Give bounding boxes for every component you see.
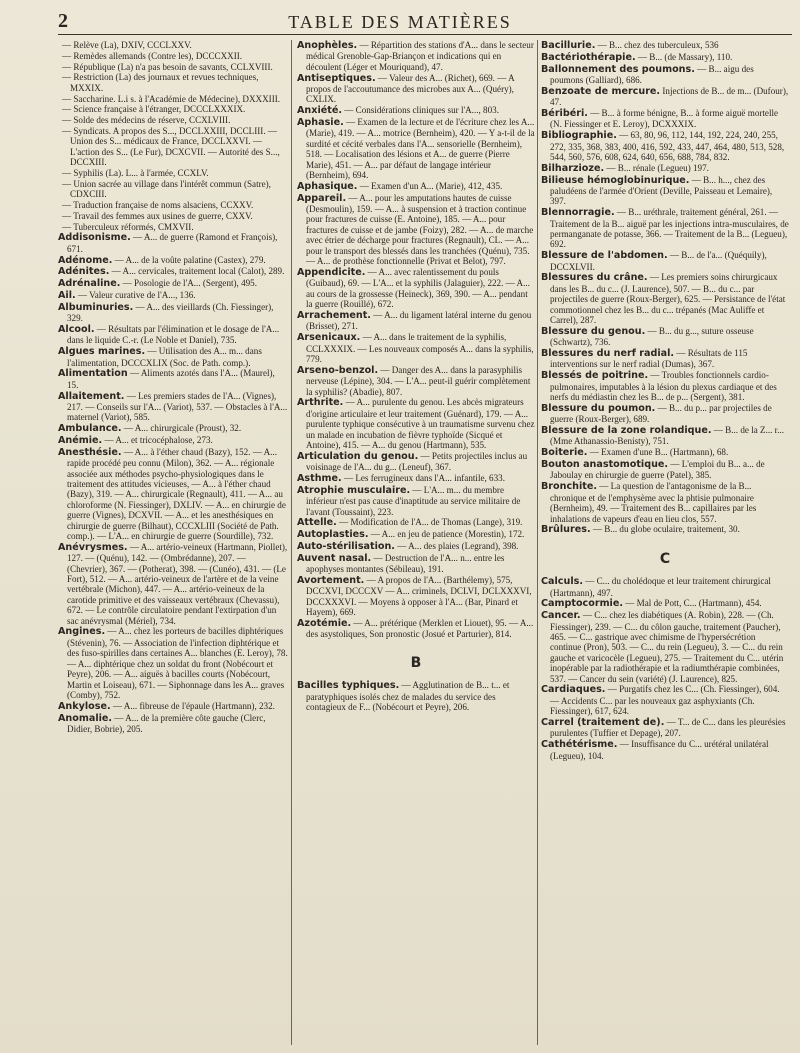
index-term: Auto-stérilisation. <box>297 540 395 552</box>
index-references: — B... h..., chez des paludéens de l'armée d'Orient (Deville, Paisseau et Lemaire), 397. <box>550 174 773 207</box>
index-term: Aphasique. <box>297 180 358 192</box>
index-entry <box>297 451 535 473</box>
index-term: Cardiaques. <box>541 684 606 696</box>
index-term: Alimentation <box>58 368 128 380</box>
index-entry <box>541 326 789 348</box>
index-references: — Purgatifs chez les C... (Ch. Fiessinger), 604. — Accidents C... par les nouveaux gaz asphyxiants (Ch. Fiessinger), 617, 624. <box>550 684 780 717</box>
index-entry <box>297 365 535 397</box>
index-entry <box>58 278 288 289</box>
index-entry: — Saccharine. L.i s. à l'Académie de Médecine), DXXXIII. <box>62 93 281 104</box>
index-references: — Posologie de l'A... (Sergent), 495. <box>120 278 258 289</box>
index-entry <box>297 485 535 517</box>
index-entry <box>58 542 288 626</box>
index-references: — Valeur curative de l'A..., 136. <box>75 289 196 300</box>
index-term: Antiseptiques. <box>297 72 376 84</box>
index-term: Béribéri. <box>541 108 588 119</box>
index-entry <box>541 459 789 481</box>
index-term: Blessés de poitrine. <box>541 370 649 382</box>
index-term: Bilharzioze. <box>541 162 605 174</box>
index-entry <box>541 370 789 402</box>
index-entry <box>297 473 535 484</box>
index-term: Allaitement. <box>58 390 125 402</box>
index-entry <box>541 481 789 524</box>
index-term: Auvent nasal. <box>297 552 372 564</box>
index-term: Adénome. <box>58 254 113 266</box>
index-entry <box>297 40 535 72</box>
index-entry <box>297 397 535 450</box>
index-references: — B... du p... par projectiles de guerre (Roux-Berger), 689. <box>550 402 772 425</box>
index-entry <box>297 680 535 712</box>
index-term: Anévrysmes. <box>58 541 128 553</box>
index-entry <box>541 739 789 761</box>
index-term: Arthrite. <box>297 397 344 409</box>
index-references: — Mal de Pott, C... (Hartmann), 454. <box>623 598 762 609</box>
index-entry <box>297 310 535 332</box>
index-references: — T... de C... dans les pleurésies purulentes (Tuffier et Depage), 207. <box>550 716 786 739</box>
index-entry <box>297 332 535 364</box>
index-references: — Insuffisance du C... urétéral unilatéral (Legueu), 104. <box>550 739 769 761</box>
index-term: Avortement. <box>297 574 365 586</box>
index-column-3 <box>541 40 789 1050</box>
index-references: — A... pour les amputations hautes de cuisse (Desmoulin), 159. — A... à suspension et à traction continue pour fractures de cuisse (E. Antoine), 185. — A... pour fractures de cuisse et de jambe (Foizy), 282. — A... de marche avec étrier de décharge pour fractures (Regnault), CL. — A... pour le transport des blessés dans les tranchées (Quénu), 735. — A... de prothèse fonctionnelle (Privat et Belot), 797. <box>306 192 534 267</box>
index-references: — C... chez les diabétiques (A. Robin), 228. — (Ch. Fiessinger), 239. — C... du côlon gauche, traitement (Paucher), 465. — C... gastrique avec chimisme de l'hypersécrétion continue (Pron), 503. — C... du rein (Legueu), 3. — C... du rein gauche et varicocèle (Legueu), 275. — Traitement du C... utérin inopérable par la radiothérapie et la radiumthérapie combinées, 537. — Cancer du sein (variété) (J. Laurence), 825. <box>550 610 784 684</box>
index-entry <box>541 684 789 716</box>
index-term: Appendicite. <box>297 266 366 278</box>
index-references: — Examen d'une B... (Hartmann), 68. <box>587 447 729 458</box>
index-term: Bibliographie. <box>541 130 617 142</box>
index-term: Brûlures. <box>541 524 591 536</box>
index-entry: — Solde des médecins de réserve, CCXLVIII. <box>62 115 231 126</box>
index-references: — C... du cholédoque et leur traitement chirurgical (Hartmann), 497. <box>550 576 771 598</box>
index-term: Articulation du genou. <box>297 450 419 462</box>
index-term: Anomalie. <box>58 712 113 724</box>
index-term: Boiterie. <box>541 447 588 459</box>
page-header <box>0 8 800 40</box>
index-references: — A... de la voûte palatine (Castex), 279. <box>112 254 266 265</box>
index-references: — B... chez des tuberculeux, 536 <box>595 40 719 50</box>
index-term: Azotémie. <box>297 617 352 629</box>
index-references: — A propos de l'A... (Barthélemy), 575, DCCXVI, DCCCXV — A... criminels, DCLVI, DCLXXXVI, DCCXXXVI. — Moyens à opposer à l'A... (Bar, Pinard et Hayem), 669. <box>306 574 532 618</box>
column-divider <box>537 40 538 1045</box>
index-term: Blessures du nerf radial. <box>541 348 675 360</box>
index-references: — A... cervicales, traitement local (Calot), 289. <box>109 266 285 277</box>
index-references: — Examen d'un A... (Marie), 412, 435. <box>357 180 503 191</box>
index-term: Bouton anastomotique. <box>541 459 669 471</box>
index-entry <box>297 541 535 552</box>
index-term: Adrénaline. <box>58 278 121 290</box>
index-term: Autoplasties. <box>297 529 369 541</box>
index-term: Arsenicaux. <box>297 332 361 344</box>
index-entry <box>541 163 789 174</box>
index-entry: — Science française à l'étranger, DCCCLXXXIX. <box>62 104 246 115</box>
index-references: — A... chirurgicale (Proust), 32. <box>121 423 242 434</box>
index-entry <box>541 40 789 51</box>
index-entry <box>58 626 288 700</box>
index-references: — A... prétérique (Merklen et Liouet), 95. — A... des asystoliques, Son pronostic (Josué et Parturier), 814. <box>306 617 534 640</box>
index-entry <box>541 576 789 598</box>
column-divider <box>291 40 292 1045</box>
index-references: — A... de la première côte gauche (Clerc, Didier, Bobrie), 205. <box>67 712 266 734</box>
index-references: — A... fibreuse de l'épaule (Hartmann), 232. <box>110 700 275 711</box>
index-term: Blessure de la zone rolandique. <box>541 425 712 437</box>
index-entry <box>541 717 789 739</box>
index-references: — Les premiers soins chirurgicaux dans les B... du c... (J. Laurence), 507. — B... du c... par projectiles de guerre (Roux-Berger), 625. — Persistance de l'état commotionnel chez les B... du c... trépanés (Mac Auliffe et Carrel), 287. <box>550 272 786 326</box>
index-references: — B... du g..., suture osseuse (Schwartz), 736. <box>550 325 754 348</box>
index-references: Injections de B... de m... (Dufour), 47. <box>550 85 789 108</box>
index-term: Bacilles typhiques. <box>297 680 400 692</box>
index-entry: — Relève (La), DXIV, CCCLXXV. <box>62 40 192 50</box>
index-column-2 <box>297 40 535 1050</box>
index-term: Blennorragie. <box>541 207 615 219</box>
index-references: — B... (de Massary), 110. <box>635 51 733 62</box>
index-term: Calculs. <box>541 576 583 588</box>
index-term: Anesthésie. <box>58 446 122 458</box>
index-term: Blessure du genou. <box>541 325 646 337</box>
index-term: Arseno-benzol. <box>297 364 379 376</box>
index-term: Cathétérisme. <box>541 739 618 751</box>
index-column-1 <box>58 40 288 1050</box>
index-references: — Examen de la lecture et de l'écriture chez les A... (Marie), 419. — A... motrice (Bernheim), 420. — Y a-t-il de la surdité et cécité verbales dans l'A... sensorielle (Bernheim), 518. — Localisation des lésions et A... de guerre (Pierre Marie), 451. — A... par défaut de langage intérieur (Bernheim), 694. <box>306 117 535 181</box>
index-entry <box>297 117 535 180</box>
index-references: — Danger des A... dans la parasyphilis nerveuse (Lépine), 304. — L'A... peut-il guérir complètement la syphilis? (Abadie), 807. <box>306 364 531 397</box>
index-references: — Troubles fonctionnels cardio-pulmonaires, imputables à la lésion du plexus cardiaque et des nerfs du médiastin chez les B... de p... (Sergent), 381. <box>550 370 777 403</box>
index-entry <box>541 207 789 250</box>
index-entry <box>297 618 535 640</box>
index-term: Asthme. <box>297 472 342 484</box>
header-rule <box>58 34 792 35</box>
index-references: — B... rénale (Legueu) 197. <box>604 162 709 173</box>
index-references: — Valeur des A... (Richet), 669. — A propos de l'accoutumance des microbes aux A... (Quéry), CXLIX. <box>306 72 515 105</box>
index-entry <box>297 193 535 267</box>
index-references: — Résultats de 115 interventions sur le nerf radial (Dumas), 367. <box>550 348 748 370</box>
index-term: Albuminuries. <box>58 301 134 313</box>
index-references: — L'emploi du B... a... de Jaboulay en chirurgie de guerre (Patel), 385. <box>550 459 765 481</box>
index-term: Adénites. <box>58 266 110 278</box>
index-entry: — Syphilis (La). L... à l'armée, CCXLV. <box>62 168 209 178</box>
section-letter: C <box>659 550 671 567</box>
index-references: — B... de la Z... r... (Mme Athanassio-Benisty), 751. <box>550 425 785 447</box>
index-term: Ballonnement des poumons. <box>541 63 695 75</box>
index-entry <box>541 64 789 86</box>
index-term: Ail. <box>58 289 76 301</box>
index-term: Ankylose. <box>58 700 111 712</box>
index-term: Blessure de l'abdomen. <box>541 250 668 262</box>
page-number: 2 <box>58 10 68 32</box>
index-entry: — Tuberculeux réformés, CMXVII. <box>62 221 194 232</box>
index-references: — 63, 80, 96, 112, 144, 192, 224, 240, 255, 272, 335, 368, 383, 400, 416, 592, 433, 447, 464, 480, 513, 528, 544, 560, 576, 608, 624, 640, 656, 688, 784, 832. <box>550 130 785 163</box>
index-term: Blessure du poumon. <box>541 402 656 414</box>
index-entry: — Restriction (La) des journaux et revues techniques, MXXIX. <box>62 72 259 93</box>
index-term: Angines. <box>58 626 106 638</box>
index-references: — A... et tricocéphalose, 273. <box>102 435 213 445</box>
section-letter: B <box>410 654 422 671</box>
index-entry <box>297 267 535 310</box>
index-entry <box>541 250 789 272</box>
index-entry: — Union sacrée au village dans l'intérêt commun (Satre), CDXCIII. <box>62 178 271 200</box>
index-entry <box>541 598 789 609</box>
page-title: TABLE DES MATIÈRES <box>288 12 512 32</box>
index-term: Alcool. <box>58 323 95 335</box>
index-entry <box>297 553 535 575</box>
index-term: Bacillurie. <box>541 40 596 51</box>
index-references: — A... avec ralentissement du pouls (Guibaud), 69. — L'A... et la syphilis (Jalaguier), 222. — A... au cours de la grossesse (Heineck), 369, 390. — A... pendant la guerre (Rouillé), 672. <box>306 266 530 310</box>
index-term: Atrophie musculaire. <box>297 484 411 496</box>
index-entry <box>541 52 789 63</box>
index-entry <box>541 130 789 162</box>
index-entry <box>297 73 535 105</box>
index-references: — A... chez les porteurs de bacilles diphtériques (Stévenin), 76. — Association de l'infection diphtérique et des fuso-spirilles dans certaines A... blanches (E. Leroy), 78. — A... diphtérique chez un soldat du front (Nobécourt et Peyre), 206. — A... aiguës à bacilles courts (Nobécourt, Martin et Loiseau), 671. — Siphonnage dans les A... graves (Comby), 752. <box>67 626 288 700</box>
index-entry <box>541 610 789 684</box>
index-references: — Destruction de l'A... n... entre les apophyses montantes (Sébileau), 191. <box>306 552 505 575</box>
index-term: Ambulance. <box>58 423 122 435</box>
index-term: Attelle. <box>297 517 337 529</box>
index-references: — Utilisation des A... m... dans l'alimentation, DCCCXLIX (Soc. de Path. comp.). <box>67 346 262 368</box>
index-references: — B... aigu des poumons (Galliard), 686. <box>550 63 754 85</box>
index-term: Benzoate de mercure. <box>541 85 661 97</box>
index-references: — Les premiers stades de l'A... (Vignes), 217. — Conseils sur l'A... (Variot), 537. — Obstacles à l'A... maternel (Variot), 585. <box>67 390 288 423</box>
index-references: — A... dans le traitement de la syphilis, CCLXXXIX. — Les nouveaux composés A... dans la syphilis, 779. <box>306 332 534 364</box>
index-entry <box>58 346 288 368</box>
index-entry <box>541 272 789 325</box>
index-entry: — Traduction française de noms alsaciens, CCXXV. <box>62 200 254 210</box>
index-references: — Petits projectiles inclus au voisinage de l'A... du g... (Leneuf), 367. <box>306 450 528 473</box>
index-entry: — République (La) n'a pas besoin de savants, CCLXVIII. <box>62 61 273 72</box>
index-references: — A... du ligament latéral interne du genou (Brisset), 271. <box>306 309 532 332</box>
index-entry: — Travail des femmes aux usines de guerre, CXXV. <box>62 210 253 221</box>
index-entry <box>58 324 288 346</box>
index-references: — Agglutination de B... t... et paratyphiques isolés chez de malades du service des contagieux de F... (Nobécourt et Peyre), 206. <box>306 680 510 712</box>
index-references: — A... à l'éther chaud (Bazy), 152. — A... rapide procédé peu connu (Milon), 362. — A... régionale associée aux méthodes psycho-physiologiques dans le traitement des attitudes vicieuses, — A... à l'éther chaud (Bazy), 319. — A... chirurgicale (Regnault), 411. — A... au chloroforme (N. Fiessinger), DXLIV. — A... en chirurgie de guerre (Vignes), DCXVII. — A... et les anesthésiques en chirurgie de guerre (Bilhaut), CCCXLIII (Société de Path. comp.). — L'A... en chirurgie de guerre (Sourdille), 732. <box>67 446 286 542</box>
index-references: — B... à forme bénigne, B... à forme aiguë mortelle (N. Fiessinger et E. Leroy), DCXXXIX. <box>550 108 779 130</box>
index-entry <box>297 575 535 618</box>
index-references: — A... artério-veineux (Hartmann, Piollet), 127. — (Quénu), 142. — (Ombrédanne), 207. — (Chevrier), 367. — (Potherat), 398. — (Cunéo), 431. — (Le Fort), 512. — A... artério-veineux de l'artère et de la veine vertébrale (Michon), 447. — A... artério-veineux de la carotide primitive et des vaisseaux vertébraux (Chevassu), 672. — Le contrôle circulatoire pendant l'extirpation d'un sac anévrysmal (Mériel), 734. <box>67 541 288 626</box>
index-references: — A... des vieillards (Ch. Fiessinger), 329. <box>67 301 274 324</box>
index-entry <box>297 105 535 116</box>
index-term: Arrachement. <box>297 309 371 321</box>
index-entry <box>541 425 789 447</box>
index-term: Bilieuse hémoglobinurique. <box>541 174 690 186</box>
index-entry <box>58 701 288 712</box>
index-entry <box>58 713 288 735</box>
index-term: Addisonisme. <box>58 232 131 244</box>
index-entry <box>58 302 288 324</box>
index-term: Aphasie. <box>297 117 344 129</box>
index-entry <box>541 403 789 425</box>
index-term: Anophèles. <box>297 40 358 51</box>
index-entry <box>58 266 288 277</box>
index-references: — Les ferrugineux dans l'A... infantile, 633. <box>341 472 505 483</box>
index-term: Blessures du crâne. <box>541 272 648 284</box>
index-term: Carrel (traitement de). <box>541 716 665 728</box>
index-references: — A... purulente du genou. Les abcès migrateurs d'origine articulaire et leur traitement (Guénard), 179. — A... purulente typhique consécutive à un traumatisme survenu chez un malade en incubation de fièvre typhoïde (Sicqué et Antoine), 415. — A... du genou (Hartmann), 535. <box>306 397 535 450</box>
index-term: Bactériothérapie. <box>541 51 636 63</box>
index-entry: — Syndicats. A propos des S..., DCCLXXIII, DCCLIII. — Union des S... médicaux de France, DCCLXXVI. — L'action des S... (Le Fur), DCXCVII. — Autorité des S..., DCCXIII. <box>62 125 280 168</box>
index-references: — A... de guerre (Ramond et François), 671. <box>67 232 278 254</box>
index-entry <box>297 529 535 540</box>
index-entry <box>58 232 288 254</box>
index-entry <box>297 517 535 528</box>
index-entry <box>541 447 789 458</box>
index-entry <box>58 368 288 390</box>
index-references: — Répartition des stations d'A... dans le secteur médical Grenoble-Gap-Briançon et indications qui en découlent (Léger et Mouriquand), 47. <box>306 40 534 72</box>
index-references: — A... des plaies (Legrand), 398. <box>394 540 519 551</box>
index-entry <box>297 181 535 192</box>
index-entry <box>58 391 288 423</box>
index-references: — Aliments azotés dans l'A... (Maurel), 15. <box>67 368 275 390</box>
index-references: — B... du globe oculaire, traitement, 30. <box>590 524 740 535</box>
index-term: Anémie. <box>58 435 103 446</box>
index-references: — B... uréthrale, traitement général, 261. — Traitement de la B... aiguë par les injections intra-musculaires, de permanganate de potasse, 366. — Traitement de la B... (Legueu), 692. <box>550 207 789 250</box>
index-entry <box>58 290 288 301</box>
index-references: — Considérations cliniques sur l'A..., 803. <box>341 105 499 116</box>
index-term: Bronchite. <box>541 481 598 493</box>
index-entry <box>541 108 789 130</box>
index-entry <box>58 435 288 446</box>
index-term: Appareil. <box>297 192 347 204</box>
index-references: — B... de l'a... (Quéquily), DCCXLVII. <box>550 250 767 272</box>
index-references: — A... en jeu de patience (Morestin), 172. <box>368 529 525 540</box>
index-entry <box>541 175 789 207</box>
index-term: Camptocormie. <box>541 598 624 610</box>
index-entry <box>541 348 789 370</box>
index-entry <box>541 524 789 535</box>
index-entry <box>58 423 288 434</box>
index-entry <box>541 86 789 108</box>
index-references: — Modification de l'A... de Thomas (Lange), 319. <box>336 517 523 528</box>
index-term: Anxiété. <box>297 105 342 117</box>
index-term: Cancer. <box>541 610 581 622</box>
index-entry <box>58 447 288 542</box>
index-references: — L'A... m... du membre inférieur n'est pas cause d'inaptitude au service militaire de l'avant (Toussaint), 223. <box>306 484 521 517</box>
index-entry <box>58 255 288 266</box>
index-entry: — Remèdes allemands (Contre les), DCCCXXII. <box>62 50 243 61</box>
index-term: Algues marines. <box>58 346 146 358</box>
index-references: — La question de l'antagonisme de la B... chronique et de l'emphysème avec la phtisie pulmonaire (Bernheim), 49. — Traitement des B... capillaires par les inhalations de vapeurs d'eau en lieu clos, 557. <box>550 481 757 524</box>
index-references: — Résultats par l'élimination et le dosage de l'A... dans le liquide C.-r. (Le Noble et Daniel), 735. <box>67 323 280 346</box>
